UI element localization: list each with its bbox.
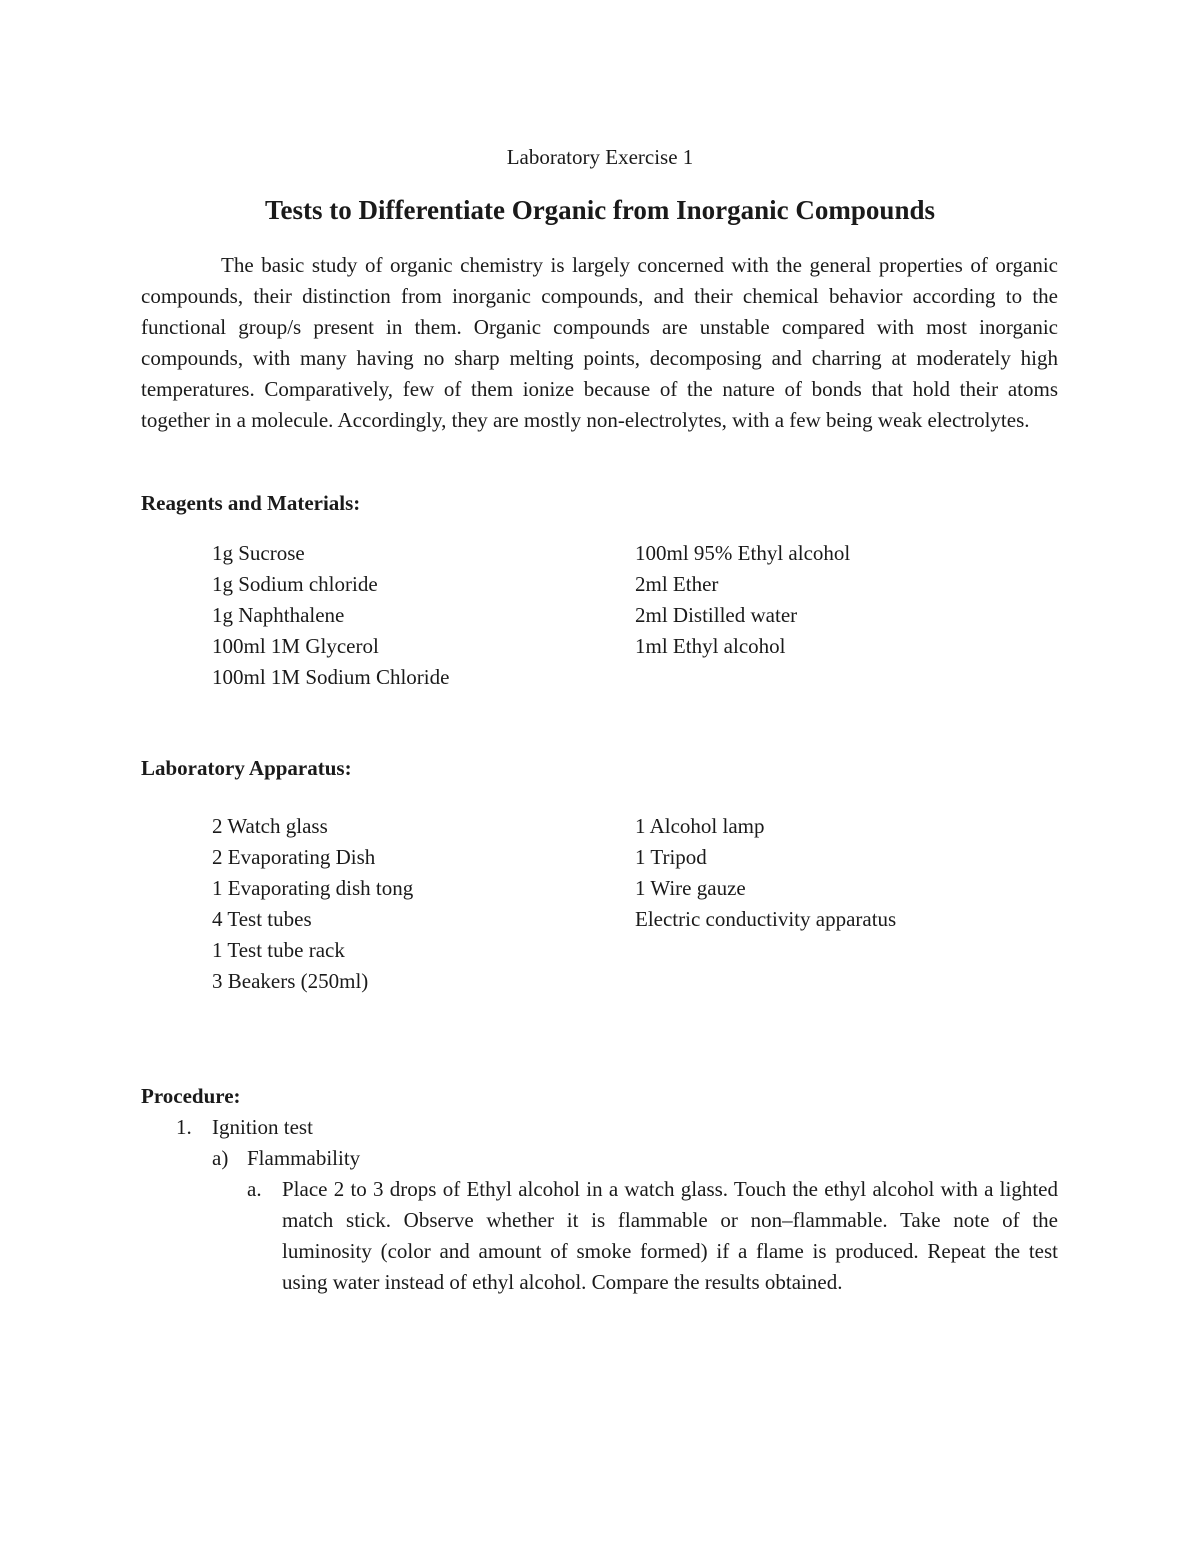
apparatus-left-list xyxy=(212,811,413,998)
list-item: 2ml Ether xyxy=(635,572,719,597)
list-item: 1 Wire gauze xyxy=(635,876,746,901)
list-item: 2 Watch glass xyxy=(212,814,328,838)
reagents-heading: Reagents and Materials: xyxy=(141,491,361,515)
list-item: 1 Evaporating dish tong xyxy=(212,876,414,901)
list-item: Electric conductivity apparatus xyxy=(635,907,897,932)
list-item: 2 Evaporating Dish xyxy=(212,845,376,870)
list-item: 1 Alcohol lamp xyxy=(635,814,765,838)
list-item: 1ml Ethyl alcohol xyxy=(635,634,786,659)
step-text: Place 2 to 3 drops of Ethyl alcohol in a watch glass. Touch the ethyl alcohol with a lighted match stick. Observe whether it is flammable or non–flammable. Take note of the luminosity (color and amount of smoke formed) if a flame is produced. Repeat the test using water instead of ethyl alcohol. Compare the results obtained. xyxy=(282,1177,1058,1295)
exercise-label: Laboratory Exercise 1 xyxy=(506,145,694,169)
sub-item-label: Flammability xyxy=(247,1146,361,1170)
sub-item-marker: a) xyxy=(212,1146,229,1170)
list-item: 100ml 1M Glycerol xyxy=(212,634,379,659)
list-item: 1 Tripod xyxy=(635,845,707,870)
list-item: 1g Naphthalene xyxy=(212,603,345,628)
step-marker: a. xyxy=(247,1177,262,1201)
reagents-right-list xyxy=(635,538,850,662)
list-item: 100ml 1M Sodium Chloride xyxy=(212,665,450,690)
list-item: 1g Sucrose xyxy=(212,541,305,565)
apparatus-heading: Laboratory Apparatus: xyxy=(141,756,352,780)
procedure-heading: Procedure: xyxy=(141,1084,241,1108)
document-title: Tests to Differentiate Organic from Inorganic Compounds xyxy=(265,195,935,225)
procedure-item-label: Ignition test xyxy=(212,1115,313,1139)
list-item: 2ml Distilled water xyxy=(635,603,798,628)
list-item: 1 Test tube rack xyxy=(212,938,345,963)
reagents-left-list xyxy=(212,538,449,693)
list-item: 3 Beakers (250ml) xyxy=(212,969,369,994)
apparatus-right-list xyxy=(635,811,896,935)
procedure-item-number: 1. xyxy=(176,1115,192,1139)
intro-paragraph: The basic study of organic chemistry is largely concerned with the general properties of organic compounds, their distinction from inorganic compounds, and their chemical behavior according to the functional group/s present in them. Organic compounds are unstable compared with most inorganic compounds, with many having no sharp melting points, decomposing and charring at moderately high temperatures. Comparatively, few of them ionize because of the nature of bonds that hold their atoms together in a molecule. Accordingly, they are mostly non-electrolytes, with a few being weak electrolytes. xyxy=(141,253,1058,433)
list-item: 4 Test tubes xyxy=(212,907,312,932)
list-item: 1g Sodium chloride xyxy=(212,572,378,597)
list-item: 100ml 95% Ethyl alcohol xyxy=(635,541,851,565)
